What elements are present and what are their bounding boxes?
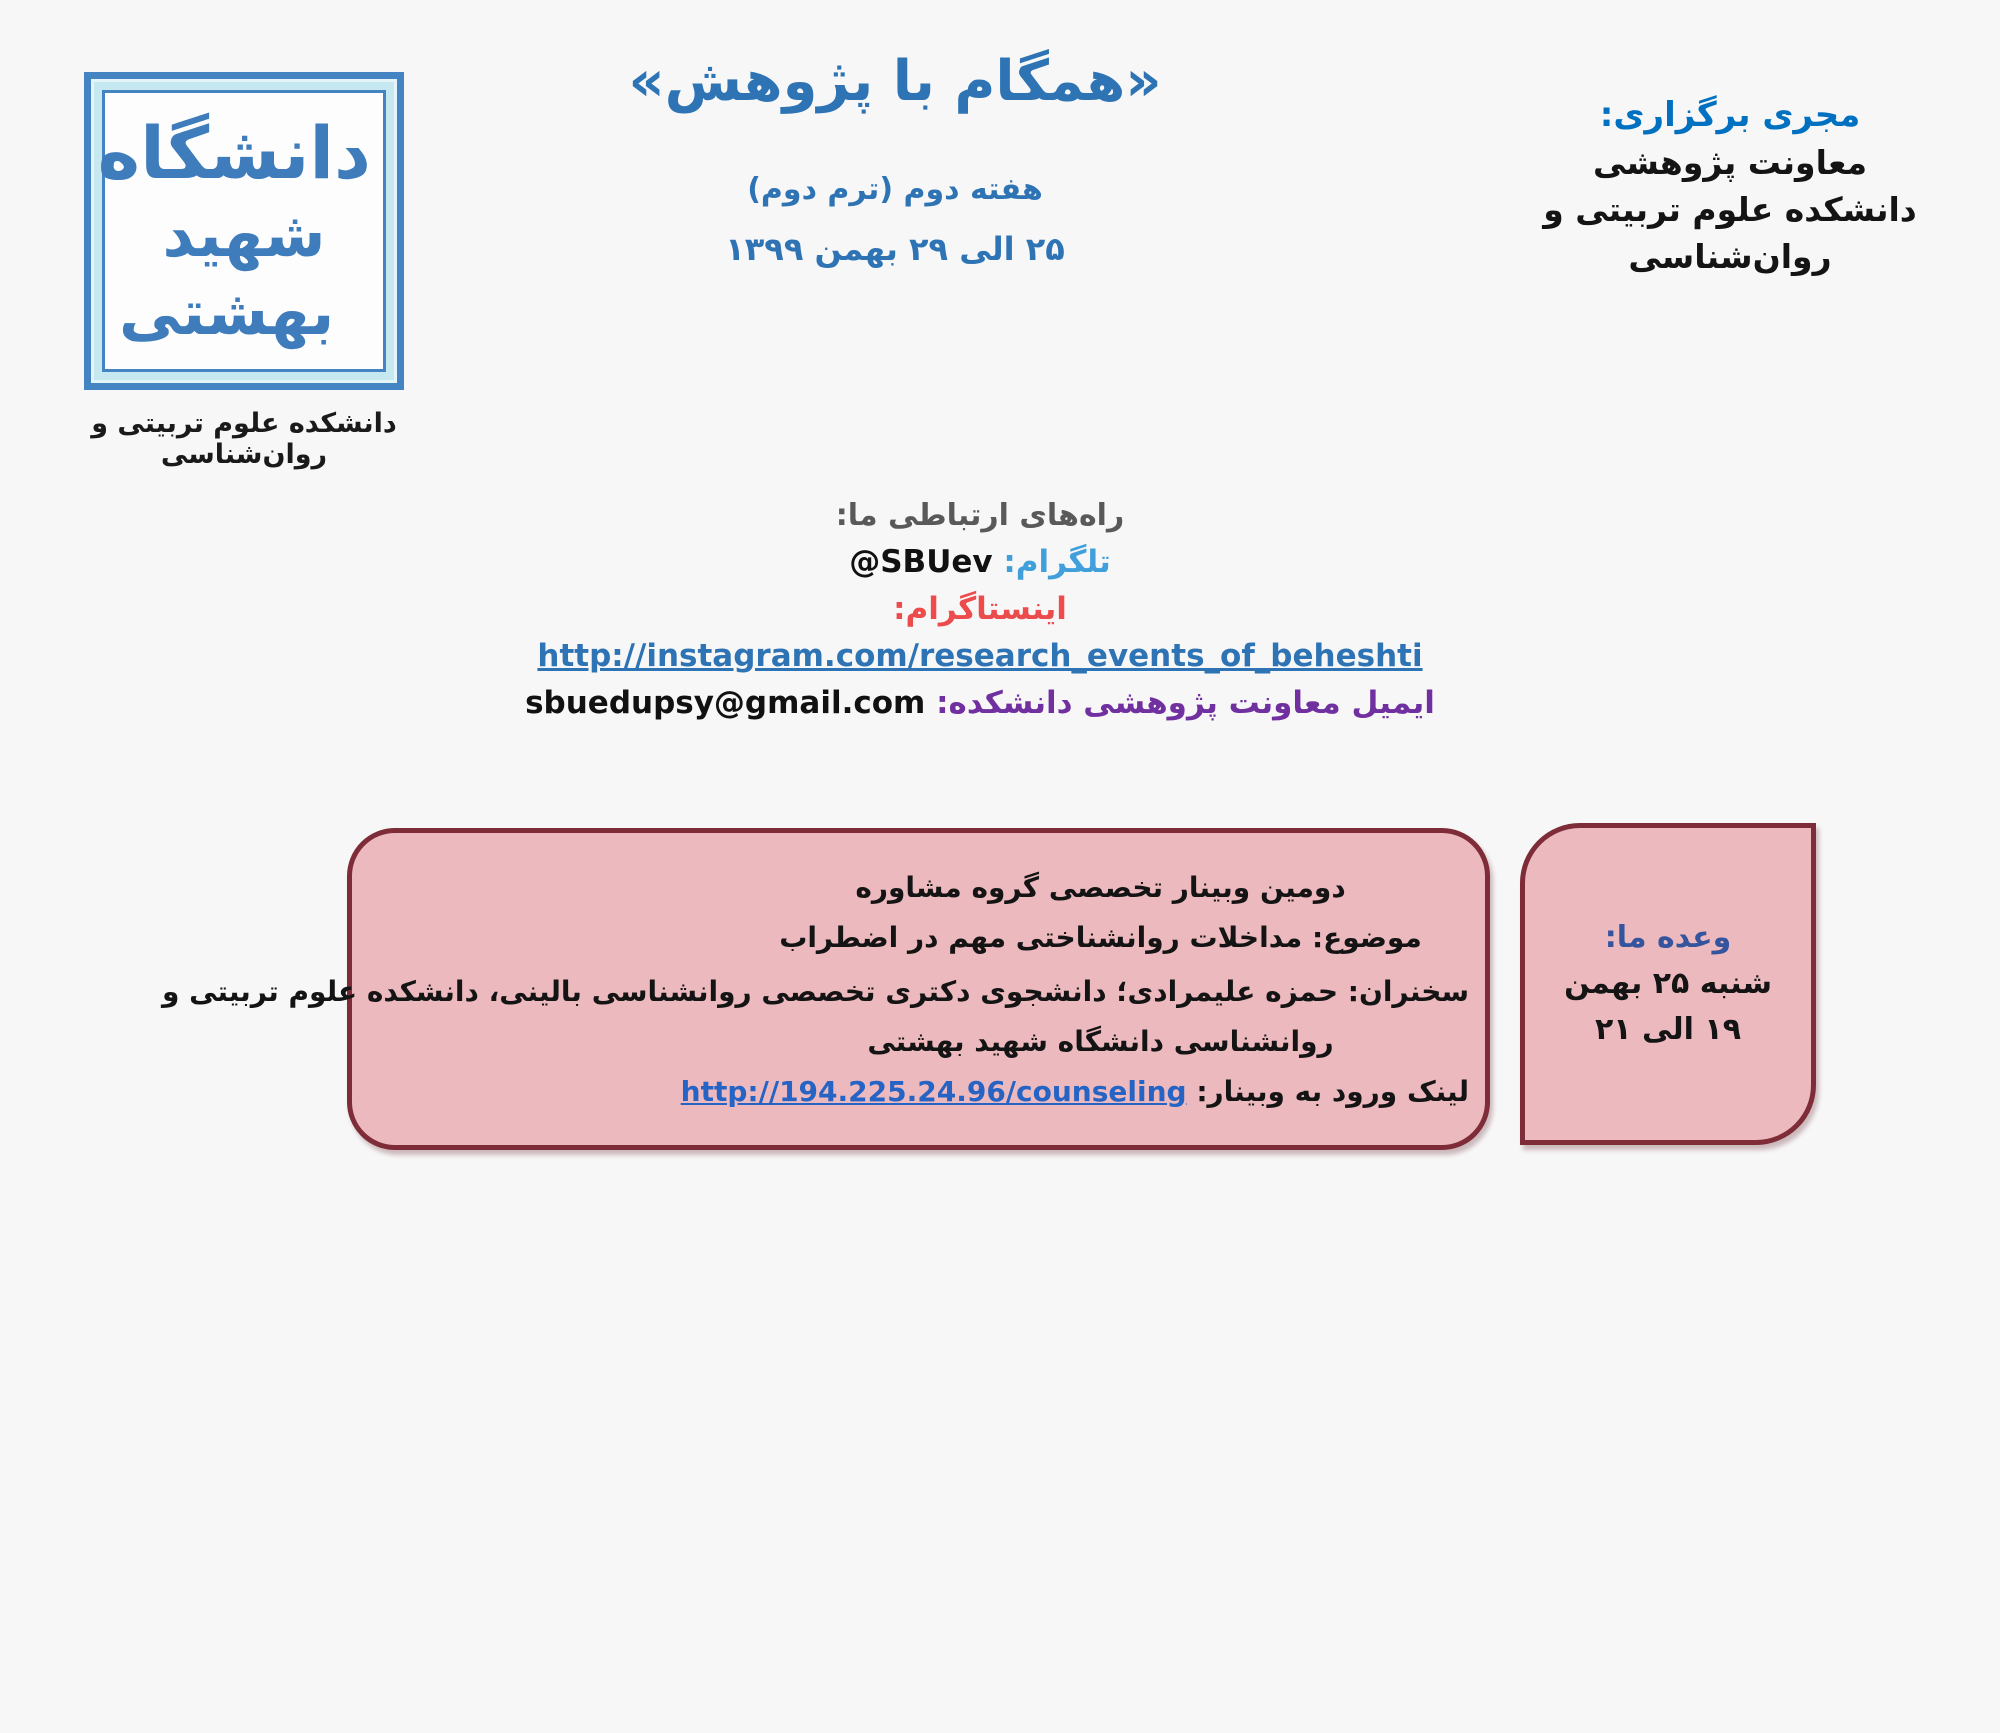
organizer-block [1480, 92, 1980, 280]
university-logo [84, 72, 404, 390]
week-subtitle: هفته دوم (ترم دوم) [747, 172, 1043, 207]
schedule-card [1520, 823, 1816, 1145]
webinar-topic: موضوع: مداخلات روانشناختی مهم در اضطراب [779, 921, 1422, 954]
email-address: sbuedupsy@gmail.com [525, 685, 926, 721]
schedule-label: وعده ما: [1604, 920, 1732, 955]
telegram-handle: @SBUev [849, 544, 993, 580]
instagram-label: اینستاگرام: [893, 591, 1067, 627]
webinar-speaker-line2: روانشناسی دانشگاه شهید بهشتی [867, 1025, 1334, 1058]
organizer-line1: معاونت پژوهشی [1592, 143, 1868, 182]
logo-calligraphy-line1: دانشگاه [97, 111, 371, 195]
schedule-time: ۱۹ الی ۲۱ [1594, 1012, 1742, 1047]
date-subtitle: ۲۵ الی ۲۹ بهمن ۱۳۹۹ [725, 230, 1065, 268]
webinar-entry-link[interactable]: http://194.225.24.96/counseling [680, 1075, 1187, 1108]
logo-caption: دانشکده علوم تربیتی و روان‌شناسی [91, 408, 397, 470]
logo-outer-frame [84, 72, 404, 390]
logo-light-frame [94, 82, 394, 380]
logo-calligraphy-line2: شهید [162, 198, 326, 271]
page-title: «همگام با پژوهش» [628, 49, 1162, 114]
contact-block [470, 492, 1490, 727]
telegram-line [470, 539, 1490, 586]
webinar-link-label: لینک ورود به وبینار: [1196, 1075, 1469, 1108]
instagram-link[interactable]: http://instagram.com/research_events_of_beheshti [537, 638, 1423, 674]
logo-calligraphy [97, 90, 386, 372]
schedule-date: شنبه ۲۵ بهمن [1564, 966, 1772, 1001]
logo-calligraphy-line3: بهشتی [119, 276, 335, 349]
email-line [470, 680, 1490, 727]
contact-heading: راه‌های ارتباطی ما: [835, 498, 1125, 533]
email-label: ایمیل معاونت پژوهشی دانشکده: [936, 685, 1435, 721]
webinar-link-line [680, 1067, 1469, 1117]
instagram-line [470, 586, 1490, 680]
organizer-label: مجری برگزاری: [1599, 95, 1861, 135]
telegram-label: تلگرام: [1003, 544, 1111, 580]
webinar-card [161, 828, 1490, 1150]
webinar-speaker-line1: سخنران: حمزه علیمرادی؛ دانشجوی دکتری تخصصی روانشناسی بالینی، دانشکده علوم تربیتی و [161, 975, 1469, 1008]
webinar-title: دومین وبینار تخصصی گروه مشاوره [855, 871, 1346, 904]
organizer-line2: دانشکده علوم تربیتی و روان‌شناسی [1543, 190, 1917, 276]
